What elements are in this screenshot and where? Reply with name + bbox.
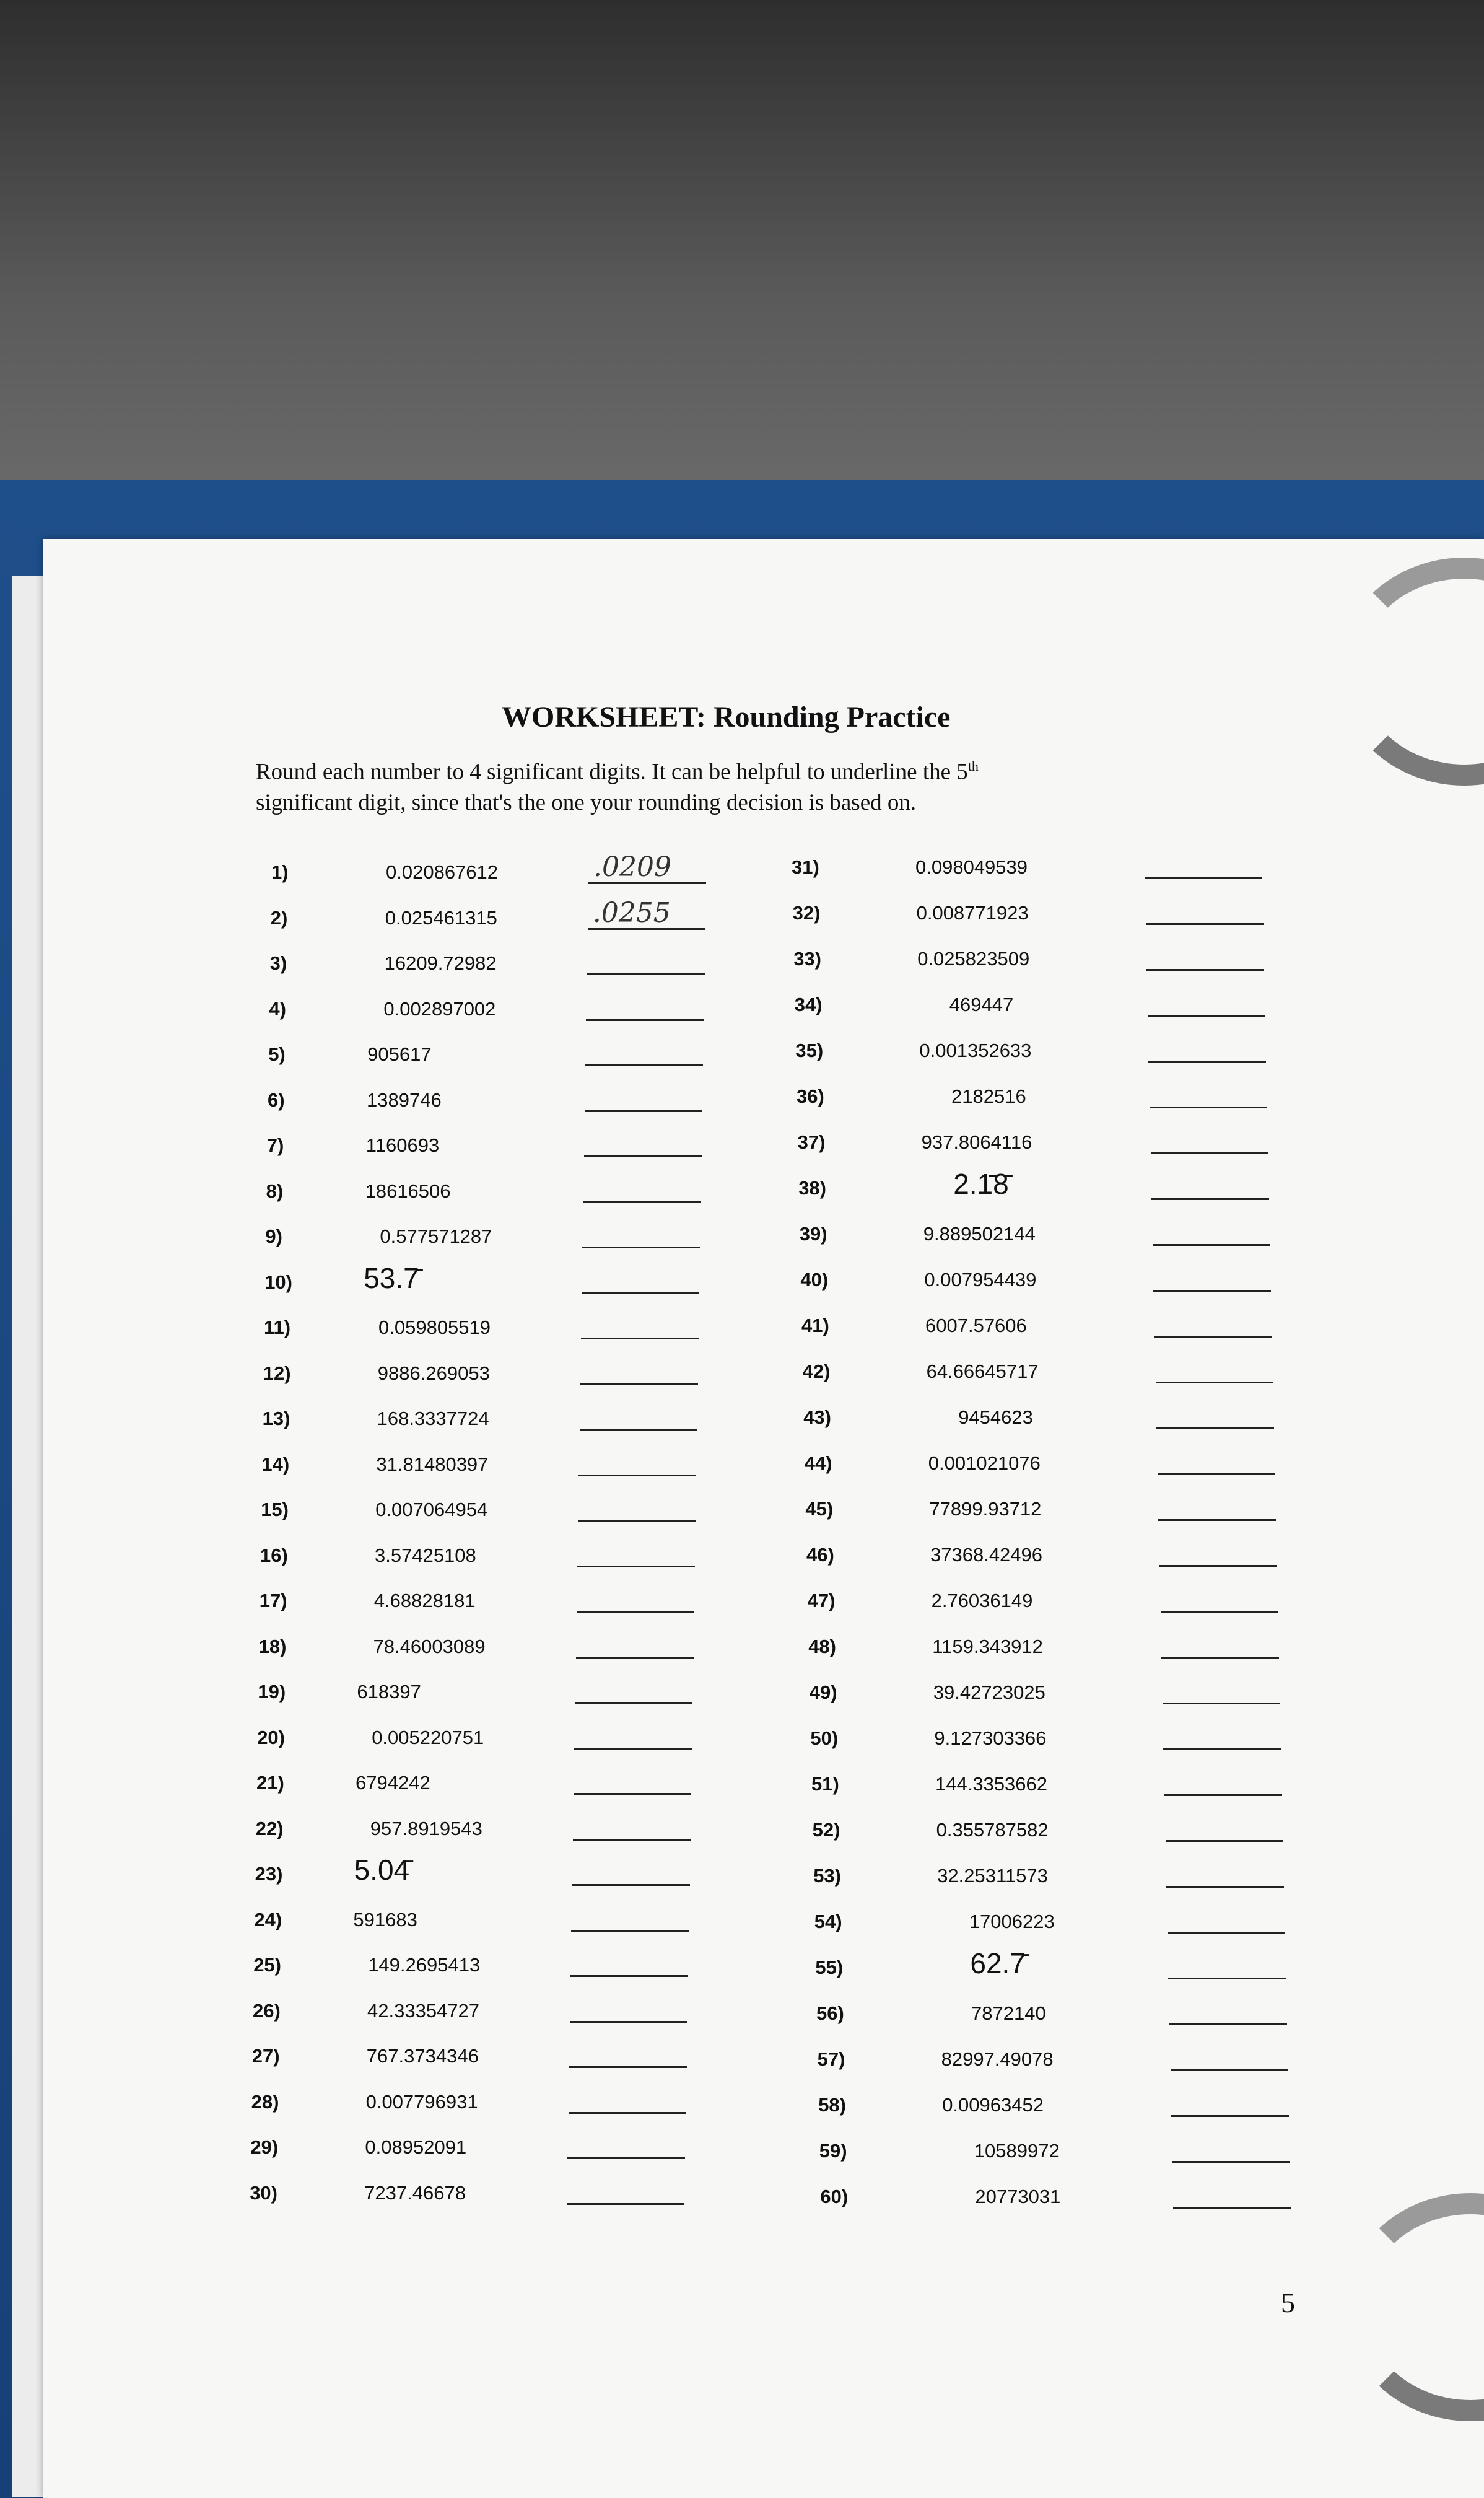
answer-blank[interactable]: [581, 1338, 699, 1339]
problem-number: 43): [803, 1406, 831, 1428]
problem-value: 2182516: [951, 1085, 1026, 1107]
problem-number: 30): [250, 2181, 277, 2204]
answer-blank[interactable]: [571, 1930, 689, 1932]
problem-value: 591683: [353, 1908, 417, 1930]
problem-row: [795, 1040, 1229, 1077]
problem-value: 0.059805519: [378, 1317, 491, 1338]
problem-number: 56): [816, 2002, 844, 2024]
problem-row: [793, 902, 1226, 939]
problem-value: 64.66645717: [926, 1361, 1039, 1382]
instructions-text-2: significant digit, since that's the one your rounding decision is based on.: [256, 790, 917, 816]
problem-row: [816, 2002, 1250, 2040]
answer-blank[interactable]: [1156, 1427, 1274, 1429]
problem-number: 51): [811, 1773, 839, 1795]
problem-value: 78.46003089: [373, 1635, 486, 1657]
problem-value: 7872140: [971, 2002, 1046, 2024]
answer-blank[interactable]: [584, 1155, 702, 1157]
answer-blank[interactable]: [1171, 2069, 1288, 2071]
problem-number: 14): [261, 1453, 290, 1475]
problem-value: 4.68828181: [373, 1590, 476, 1611]
problem-value: 3.57425108: [375, 1544, 476, 1566]
problem-row: [268, 1043, 714, 1080]
answer-blank[interactable]: [569, 2112, 686, 2114]
problem-number: 55): [815, 1957, 844, 1978]
problem-row: [792, 856, 1225, 893]
problem-value: 905617: [367, 1043, 432, 1065]
problem-row: [811, 1773, 1245, 1810]
problem-number: 8): [266, 1180, 284, 1202]
problem-row: [259, 1636, 705, 1673]
problem-number: 10): [264, 1271, 292, 1293]
problem-value: 82997.49078: [941, 2048, 1054, 2070]
problem-value: 17006223: [969, 1911, 1055, 1932]
problem-value: 0.098049539: [915, 856, 1028, 878]
problem-row: [815, 1947, 1249, 1994]
problem-number: 7): [266, 1134, 284, 1156]
handwritten-answer: .0209: [593, 851, 671, 883]
page-number: 5: [1281, 2287, 1295, 2318]
problem-row: [820, 2186, 1254, 2223]
problem-number: 41): [801, 1315, 829, 1336]
instructions-text-1: Round each number to 4 significant digits. It can be helpful to underline the 5: [256, 759, 968, 785]
problem-number: 37): [797, 1131, 826, 1153]
problem-row: [803, 1406, 1237, 1444]
answer-blank[interactable]: [567, 2157, 685, 2159]
problem-row: [797, 1085, 1230, 1123]
problem-row: [264, 1317, 710, 1354]
problem-row: [818, 2048, 1251, 2085]
problem-number: 21): [256, 1772, 284, 1794]
problem-value: 168.3337724: [377, 1408, 489, 1429]
problem-row: [263, 1408, 709, 1445]
problem-number: 32): [792, 902, 821, 924]
problem-number: 13): [262, 1408, 290, 1429]
problem-value: 0.020867612: [386, 861, 499, 883]
problem-value: 31.81480397: [376, 1453, 489, 1475]
answer-blank[interactable]: [1168, 1978, 1286, 1979]
problem-row: [255, 1854, 701, 1900]
problem-value: 957.8919543: [370, 1817, 482, 1839]
answer-blank[interactable]: [1151, 1152, 1268, 1154]
problem-number: 9): [265, 1225, 282, 1247]
problem-number: 47): [807, 1590, 836, 1611]
problem-row: [806, 1544, 1240, 1581]
answer-blank[interactable]: [1159, 1565, 1277, 1567]
answer-blank[interactable]: [1158, 1519, 1276, 1521]
problem-value: 0.008771923: [916, 902, 1029, 924]
answer-blank[interactable]: [577, 1566, 695, 1567]
problem-number: 20): [257, 1726, 285, 1748]
problem-number: 52): [812, 1819, 840, 1841]
problem-row: [819, 2140, 1253, 2177]
problem-number: 38): [798, 1177, 826, 1199]
problem-number: 11): [264, 1317, 291, 1338]
problem-number: 53): [813, 1865, 841, 1887]
problem-number: 44): [804, 1452, 832, 1474]
problem-number: 58): [818, 2094, 846, 2116]
answer-blank[interactable]: [1166, 1840, 1283, 1842]
answer-blank[interactable]: [572, 1884, 690, 1886]
problem-number: 5): [268, 1043, 286, 1065]
problem-number: 6): [268, 1089, 285, 1111]
problem-row: [801, 1315, 1235, 1352]
problem-row: [810, 1681, 1243, 1719]
answer-blank[interactable]: [580, 1383, 698, 1385]
answer-blank[interactable]: [1163, 1703, 1280, 1704]
problem-row: [253, 2000, 699, 2037]
problem-value: 0.00963452: [942, 2094, 1044, 2116]
problem-row: [798, 1168, 1232, 1214]
problem-value: 7237.46678: [364, 2181, 466, 2204]
answer-blank[interactable]: [1153, 1290, 1271, 1292]
problem-value: 0.005220751: [372, 1726, 484, 1748]
answer-blank[interactable]: [567, 2203, 684, 2205]
problem-number: 4): [269, 997, 286, 1020]
problem-value: 2.1̄8̄: [953, 1168, 1009, 1200]
problem-value: 0.08952091: [365, 2136, 467, 2158]
problem-value: 39.42723025: [933, 1681, 1045, 1703]
problem-number: 45): [805, 1498, 834, 1520]
problem-row: [808, 1636, 1242, 1673]
answer-blank[interactable]: [1172, 2161, 1290, 2163]
problem-number: 1): [271, 861, 289, 883]
answer-blank[interactable]: [582, 1292, 699, 1294]
problem-row: [793, 948, 1227, 985]
answer-blank[interactable]: [574, 1748, 692, 1750]
problem-number: 18): [258, 1635, 287, 1657]
problem-row: [256, 1818, 702, 1855]
problem-row: [814, 1911, 1248, 1948]
answer-blank[interactable]: [1164, 1794, 1282, 1796]
problem-number: 15): [261, 1499, 289, 1520]
problem-number: 50): [810, 1727, 839, 1749]
answer-blank[interactable]: [1171, 2115, 1289, 2117]
problem-value: 0.002897002: [383, 997, 496, 1020]
answer-blank[interactable]: [575, 1702, 692, 1704]
problem-value: 6794242: [356, 1772, 430, 1794]
problem-row: [250, 2182, 696, 2219]
problem-value: 16209.72982: [384, 952, 497, 974]
answer-blank[interactable]: [569, 2066, 687, 2068]
problem-value: 6007.57606: [925, 1315, 1027, 1336]
problem-number: 48): [808, 1636, 836, 1657]
problem-number: 22): [255, 1817, 284, 1839]
answer-blank[interactable]: [1145, 877, 1262, 879]
problem-value: 0.007954439: [924, 1269, 1037, 1291]
answer-blank[interactable]: [573, 1839, 691, 1841]
problem-row: [263, 1362, 709, 1400]
problem-value: 1159.343912: [932, 1636, 1043, 1657]
answer-blank[interactable]: [1173, 2207, 1291, 2209]
problem-number: 16): [260, 1544, 288, 1566]
answer-blank[interactable]: [1168, 1932, 1285, 1934]
problem-row: [260, 1590, 705, 1627]
answer-blank[interactable]: [574, 1793, 691, 1795]
problem-value: 618397: [357, 1681, 421, 1703]
problem-value: 53.7̄: [364, 1261, 419, 1294]
problem-number: 25): [253, 1954, 281, 1976]
answer-blank[interactable]: [1148, 1015, 1265, 1017]
answer-blank[interactable]: [1161, 1611, 1278, 1613]
problem-row: [270, 952, 716, 989]
problem-row: [257, 1727, 703, 1764]
problem-number: 31): [792, 856, 819, 878]
problem-row: [813, 1819, 1246, 1856]
problem-number: 35): [795, 1040, 824, 1061]
problem-value: 9.889502144: [923, 1223, 1036, 1245]
problem-row: [271, 851, 717, 898]
problem-value: 10589972: [974, 2140, 1060, 2162]
problem-number: 12): [263, 1362, 291, 1384]
problem-row: [253, 1954, 699, 1991]
answer-blank[interactable]: [580, 1429, 697, 1431]
problem-row: [264, 1261, 710, 1308]
problem-value: 1160693: [365, 1134, 440, 1156]
problem-row: [258, 1681, 704, 1718]
problem-row: [818, 2094, 1252, 2131]
answer-blank[interactable]: [1150, 1107, 1267, 1108]
problem-value: 37368.42496: [930, 1544, 1043, 1566]
problem-value: 144.3353662: [935, 1773, 1048, 1795]
worksheet-instructions: [256, 751, 1222, 818]
problem-number: 36): [797, 1085, 824, 1107]
problem-number: 60): [820, 2186, 849, 2207]
problem-row: [803, 1361, 1236, 1398]
problem-value: 2.76036149: [931, 1590, 1033, 1611]
problem-value: 20773031: [975, 2186, 1061, 2207]
problem-value: 937.8064116: [921, 1131, 1032, 1153]
problem-number: 34): [794, 994, 823, 1015]
problem-value: 5.04̄: [354, 1854, 410, 1886]
answer-blank[interactable]: [578, 1475, 696, 1476]
answer-blank[interactable]: [586, 1019, 704, 1021]
problem-value: 0.007796931: [365, 2090, 478, 2113]
problem-row: [265, 1225, 711, 1263]
answer-blank[interactable]: [570, 2021, 687, 2023]
problem-row: [800, 1269, 1234, 1306]
answer-blank[interactable]: [1166, 1886, 1284, 1888]
problem-value: 62.7̄: [970, 1947, 1026, 1979]
problem-row: [269, 998, 715, 1035]
problem-value: 0.007064954: [375, 1499, 488, 1520]
answer-blank[interactable]: [582, 1247, 700, 1248]
problem-value: 767.3734346: [366, 2045, 479, 2067]
problem-value: 18616506: [365, 1180, 451, 1202]
problem-number: 49): [809, 1681, 837, 1703]
answer-blank[interactable]: [585, 1110, 702, 1112]
problem-row: [266, 1180, 712, 1217]
problem-number: 2): [270, 906, 288, 929]
problem-value: 0.355787582: [936, 1819, 1049, 1841]
problem-row: [250, 2136, 696, 2173]
problem-number: 54): [814, 1911, 842, 1932]
problem-number: 33): [793, 948, 821, 970]
handwritten-answer: .0255: [592, 896, 671, 929]
problem-row: [800, 1223, 1233, 1260]
problem-value: 32.25311573: [937, 1865, 1048, 1887]
problem-value: 149.2695413: [368, 1954, 481, 1976]
problem-value: 0.001021076: [928, 1452, 1041, 1474]
problem-number: 28): [251, 2090, 279, 2113]
problem-row: [810, 1727, 1244, 1764]
answer-blank[interactable]: [570, 1975, 688, 1977]
problem-value: 1389746: [367, 1089, 442, 1111]
problem-value: 9886.269053: [377, 1362, 490, 1384]
problem-value: 0.025823509: [917, 948, 1030, 970]
problem-value: 0.577571287: [380, 1225, 492, 1247]
problem-number: 17): [259, 1590, 287, 1611]
problem-value: 77899.93712: [929, 1498, 1042, 1520]
problem-value: 0.001352633: [919, 1040, 1032, 1061]
answer-blank[interactable]: [1161, 1657, 1279, 1659]
answer-blank[interactable]: [1156, 1382, 1273, 1383]
problem-row: [267, 1134, 713, 1172]
answer-blank[interactable]: [576, 1657, 694, 1659]
problem-row: [254, 1909, 700, 1946]
answer-blank[interactable]: [578, 1520, 696, 1522]
problem-row: [256, 1772, 702, 1809]
problem-row: [260, 1545, 706, 1582]
problem-row: [808, 1590, 1241, 1627]
background-surface: [0, 0, 1484, 496]
problem-row: [813, 1865, 1247, 1902]
problem-value: 9.127303366: [934, 1727, 1047, 1749]
problem-value: 0.025461315: [385, 906, 497, 929]
problem-number: 46): [806, 1544, 834, 1566]
problem-number: 3): [269, 952, 287, 974]
problem-number: 27): [251, 2045, 280, 2067]
answer-blank[interactable]: [577, 1611, 694, 1613]
problem-value: 9454623: [958, 1406, 1033, 1428]
answer-blank[interactable]: [1153, 1244, 1270, 1246]
worksheet-title: WORKSHEET: Rounding Practice: [502, 701, 951, 734]
answer-blank[interactable]: [1163, 1748, 1281, 1750]
problem-number: 40): [800, 1269, 829, 1291]
answer-blank[interactable]: [1146, 923, 1264, 925]
problem-number: 23): [255, 1863, 283, 1885]
instructions-superscript: th: [967, 758, 979, 774]
problem-row: [268, 1089, 714, 1126]
problem-number: 29): [250, 2136, 279, 2158]
problem-row: [795, 994, 1228, 1031]
problem-number: 26): [253, 1999, 281, 2022]
answer-blank[interactable]: [1148, 1061, 1266, 1063]
answer-blank[interactable]: [585, 1064, 703, 1066]
problem-value: 469447: [949, 994, 1014, 1015]
problem-row: [261, 1453, 707, 1491]
problem-row: [805, 1452, 1238, 1489]
problem-number: 39): [799, 1223, 827, 1245]
problem-number: 42): [802, 1361, 831, 1382]
problem-number: 19): [258, 1681, 286, 1703]
problem-number: 24): [254, 1908, 282, 1930]
problem-row: [798, 1131, 1231, 1168]
answer-blank[interactable]: [1154, 1336, 1272, 1338]
problem-row: [251, 2091, 697, 2128]
answer-blank[interactable]: [587, 973, 705, 975]
answer-blank[interactable]: [1151, 1198, 1269, 1200]
answer-blank[interactable]: [1158, 1473, 1275, 1475]
problem-value: 42.33354727: [367, 1999, 480, 2022]
answer-blank[interactable]: [1146, 969, 1264, 971]
problem-row: [252, 2045, 698, 2082]
problem-row: [270, 896, 717, 944]
problem-number: 59): [819, 2140, 847, 2162]
answer-blank[interactable]: [583, 1201, 701, 1203]
answer-blank[interactable]: [1169, 2023, 1287, 2025]
problem-number: 57): [817, 2048, 845, 2070]
problem-row: [805, 1498, 1239, 1535]
problem-row: [261, 1499, 707, 1536]
